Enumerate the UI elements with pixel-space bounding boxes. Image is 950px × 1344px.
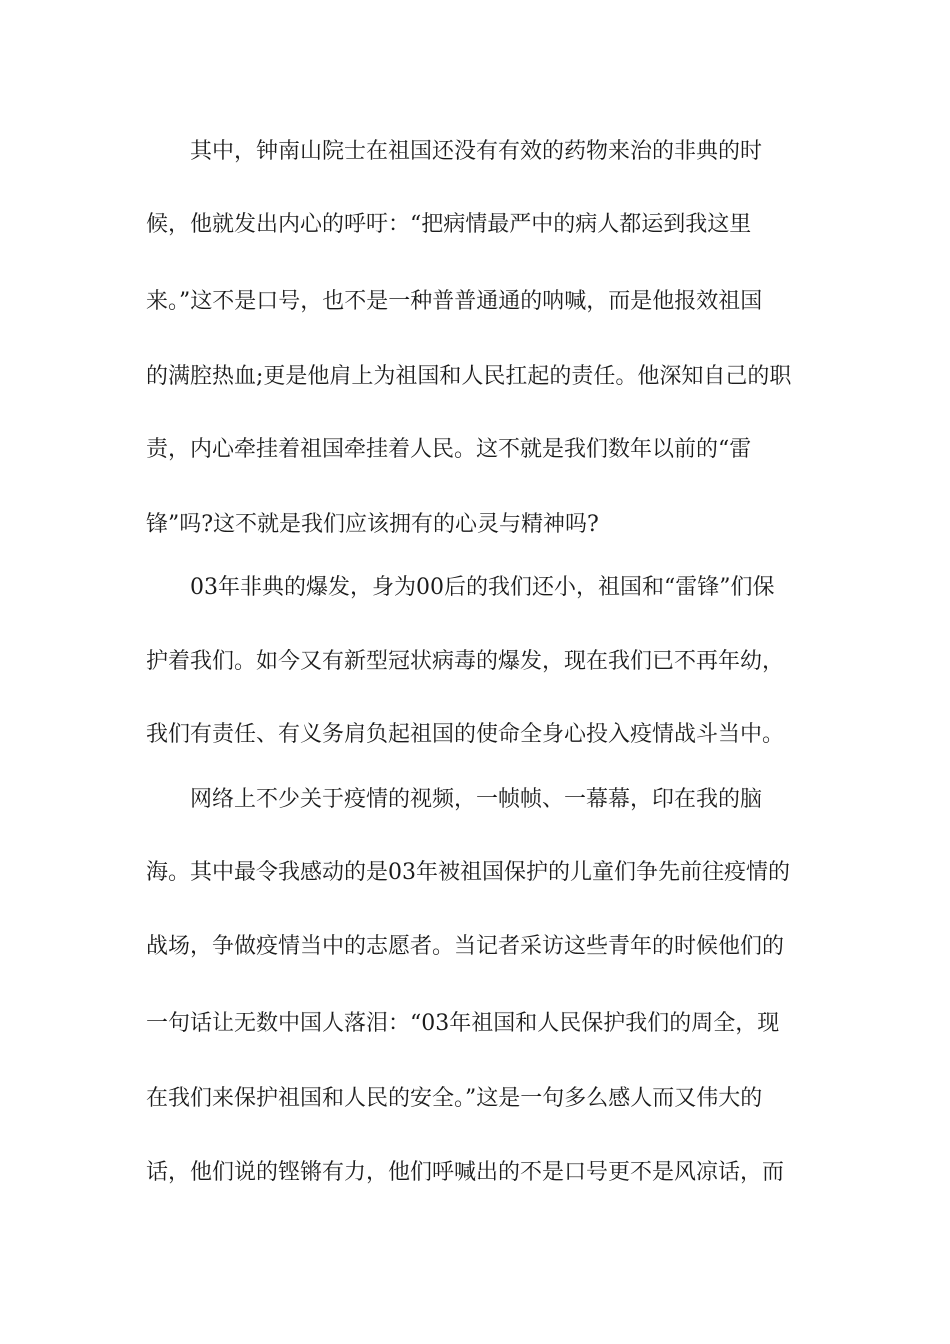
paragraph-3-line-3: 战场，争做疫情当中的志愿者。当记者采访这些青年的时候他们的 [146, 934, 785, 959]
paragraph-1-line-3: 来。”这不是口号，也不是一种普普通通的呐喊，而是他报效祖国 [146, 289, 763, 314]
paragraph-3-line-4: 一句话让无数中国人落泪：“03年祖国和人民保护我们的周全，现 [146, 1011, 780, 1036]
paragraph-1-line-1: 其中，钟南山院士在祖国还没有有效的药物来治的非典的时 [190, 139, 763, 164]
paragraph-3-line-5: 在我们来保护祖国和人民的安全。”这是一句多么感人而又伟大的 [146, 1086, 763, 1111]
paragraph-2-line-2: 护着我们。如今又有新型冠状病毒的爆发，现在我们已不再年幼， [146, 649, 785, 674]
paragraph-2-line-3: 我们有责任、有义务肩负起祖国的使命全身心投入疫情战斗当中。 [146, 722, 785, 747]
paragraph-1-line-6: 锋”吗?这不就是我们应该拥有的心灵与精神吗? [146, 512, 599, 537]
paragraph-3-line-1: 网络上不少关于疫情的视频，一帧帧、一幕幕，印在我的脑 [190, 787, 763, 812]
paragraph-1-line-4: 的满腔热血;更是他肩上为祖国和人民扛起的责任。他深知自己的职 [146, 364, 792, 389]
paragraph-1-line-2: 候，他就发出内心的呼吁：“把病情最严中的病人都运到我这里 [146, 212, 752, 237]
paragraph-1-line-5: 责，内心牵挂着祖国牵挂着人民。这不就是我们数年以前的“雷 [146, 437, 752, 462]
paragraph-3-line-6: 话，他们说的铿锵有力，他们呼喊出的不是口号更不是风凉话，而 [146, 1160, 785, 1185]
paragraph-2-line-1: 03年非典的爆发，身为00后的我们还小，祖国和“雷锋”们保 [190, 575, 775, 600]
paragraph-3-line-2: 海。其中最令我感动的是03年被祖国保护的儿童们争先前往疫情的 [146, 860, 790, 885]
